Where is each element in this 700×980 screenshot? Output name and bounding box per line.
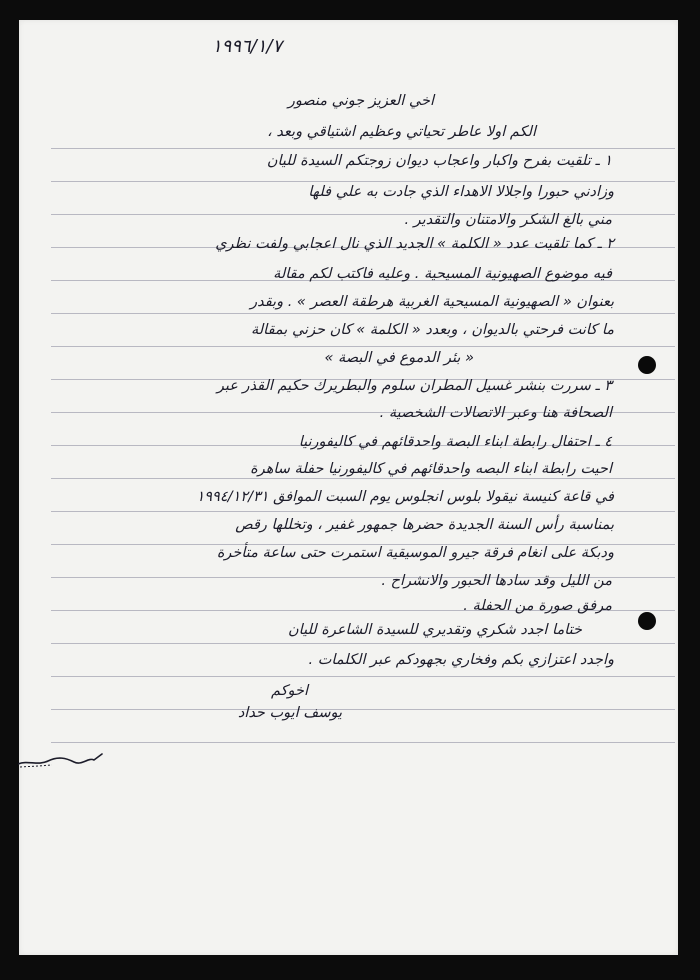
letter-line: فيه موضوع الصهيونية المسيحية . وعليه فاكتب لكم مقالة xyxy=(273,266,612,282)
letter-line: مرفق صورة من الحفلة . xyxy=(463,598,612,614)
letter-line: بمناسبة رأس السنة الجديدة حضرها جمهور غفير ، وتخللها رقص xyxy=(235,517,614,533)
closing-line: اخوكم xyxy=(270,683,308,699)
letter-line: وزادني حبورا واجلالا الاهداء الذي جادت به علي فلها xyxy=(308,184,614,200)
letter-line: الصحافة هنا وعبر الاتصالات الشخصية . xyxy=(379,405,612,421)
letter-line: الكم اولا عاطر تحياتي وعظيم اشتياقي وبعد ، xyxy=(267,124,536,140)
letter-line: ودبكة على انغام فرقة جيرو الموسيقية استمرت حتى ساعة متأخرة xyxy=(216,545,614,561)
letter-line: ١ ـ تلقيت بفرح واكبار واعجاب ديوان زوجتكم السيدة لليان xyxy=(266,153,612,169)
ruled-line xyxy=(51,313,675,314)
letter-line: ٣ ـ سررت بنشر غسيل المطران سلوم والبطريرك حكيم القذر عبر xyxy=(216,378,612,394)
letter-line: مني بالغ الشكر والامتنان والتقدير . xyxy=(404,212,612,228)
punch-hole xyxy=(638,356,656,374)
ruled-line xyxy=(51,643,675,644)
ruled-line xyxy=(51,346,675,347)
ruled-line xyxy=(51,742,675,743)
letter-line: بعنوان « الصهيونية المسيحية الغربية هرطقة العصر » . وبقدر xyxy=(250,294,614,310)
greeting-line: اخي العزيز جوني منصور xyxy=(287,93,434,109)
ruled-line xyxy=(51,511,675,512)
ruled-line xyxy=(51,181,675,182)
letter-line: واجدد اعتزازي بكم وفخاري بجهودكم عبر الكلمات . xyxy=(308,652,614,668)
ruled-line xyxy=(51,709,675,710)
signature-name: يوسف ايوب حداد xyxy=(237,705,342,721)
letter-line: « بئر الدموع في البصة » xyxy=(324,350,474,366)
letter-line: في قاعة كنيسة نيقولا بلوس انجلوس يوم السبت الموافق ١٩٩٤/١٢/٣١ xyxy=(196,489,614,505)
letter-date: ١٩٩٦/١/٧ xyxy=(212,36,283,57)
letter-line: احيت رابطة ابناء البصه واحدقائهم في كاليفورنيا حفلة ساهرة xyxy=(250,461,612,477)
scribble-mark xyxy=(18,748,108,772)
ruled-line xyxy=(51,676,675,677)
letter-line: ما كانت فرحتي بالديوان ، وبعدد « الكلمة » كان حزني بمقالة xyxy=(250,322,614,338)
letter-line: ختاما اجدد شكري وتقديري للسيدة الشاعرة لليان xyxy=(288,622,582,638)
letter-line: من الليل وقد سادها الحبور والانشراح . xyxy=(381,573,612,589)
letter-line: ٢ ـ كما تلقيت عدد « الكلمة » الجديد الذي نال اعجابي ولفت نظري xyxy=(215,236,614,252)
ruled-line xyxy=(51,478,675,479)
letter-line: ٤ ـ احتفال رابطة ابناء البصة واحدقائهم في كاليفورنيا xyxy=(298,434,612,450)
ruled-line xyxy=(51,148,675,149)
punch-hole xyxy=(638,612,656,630)
